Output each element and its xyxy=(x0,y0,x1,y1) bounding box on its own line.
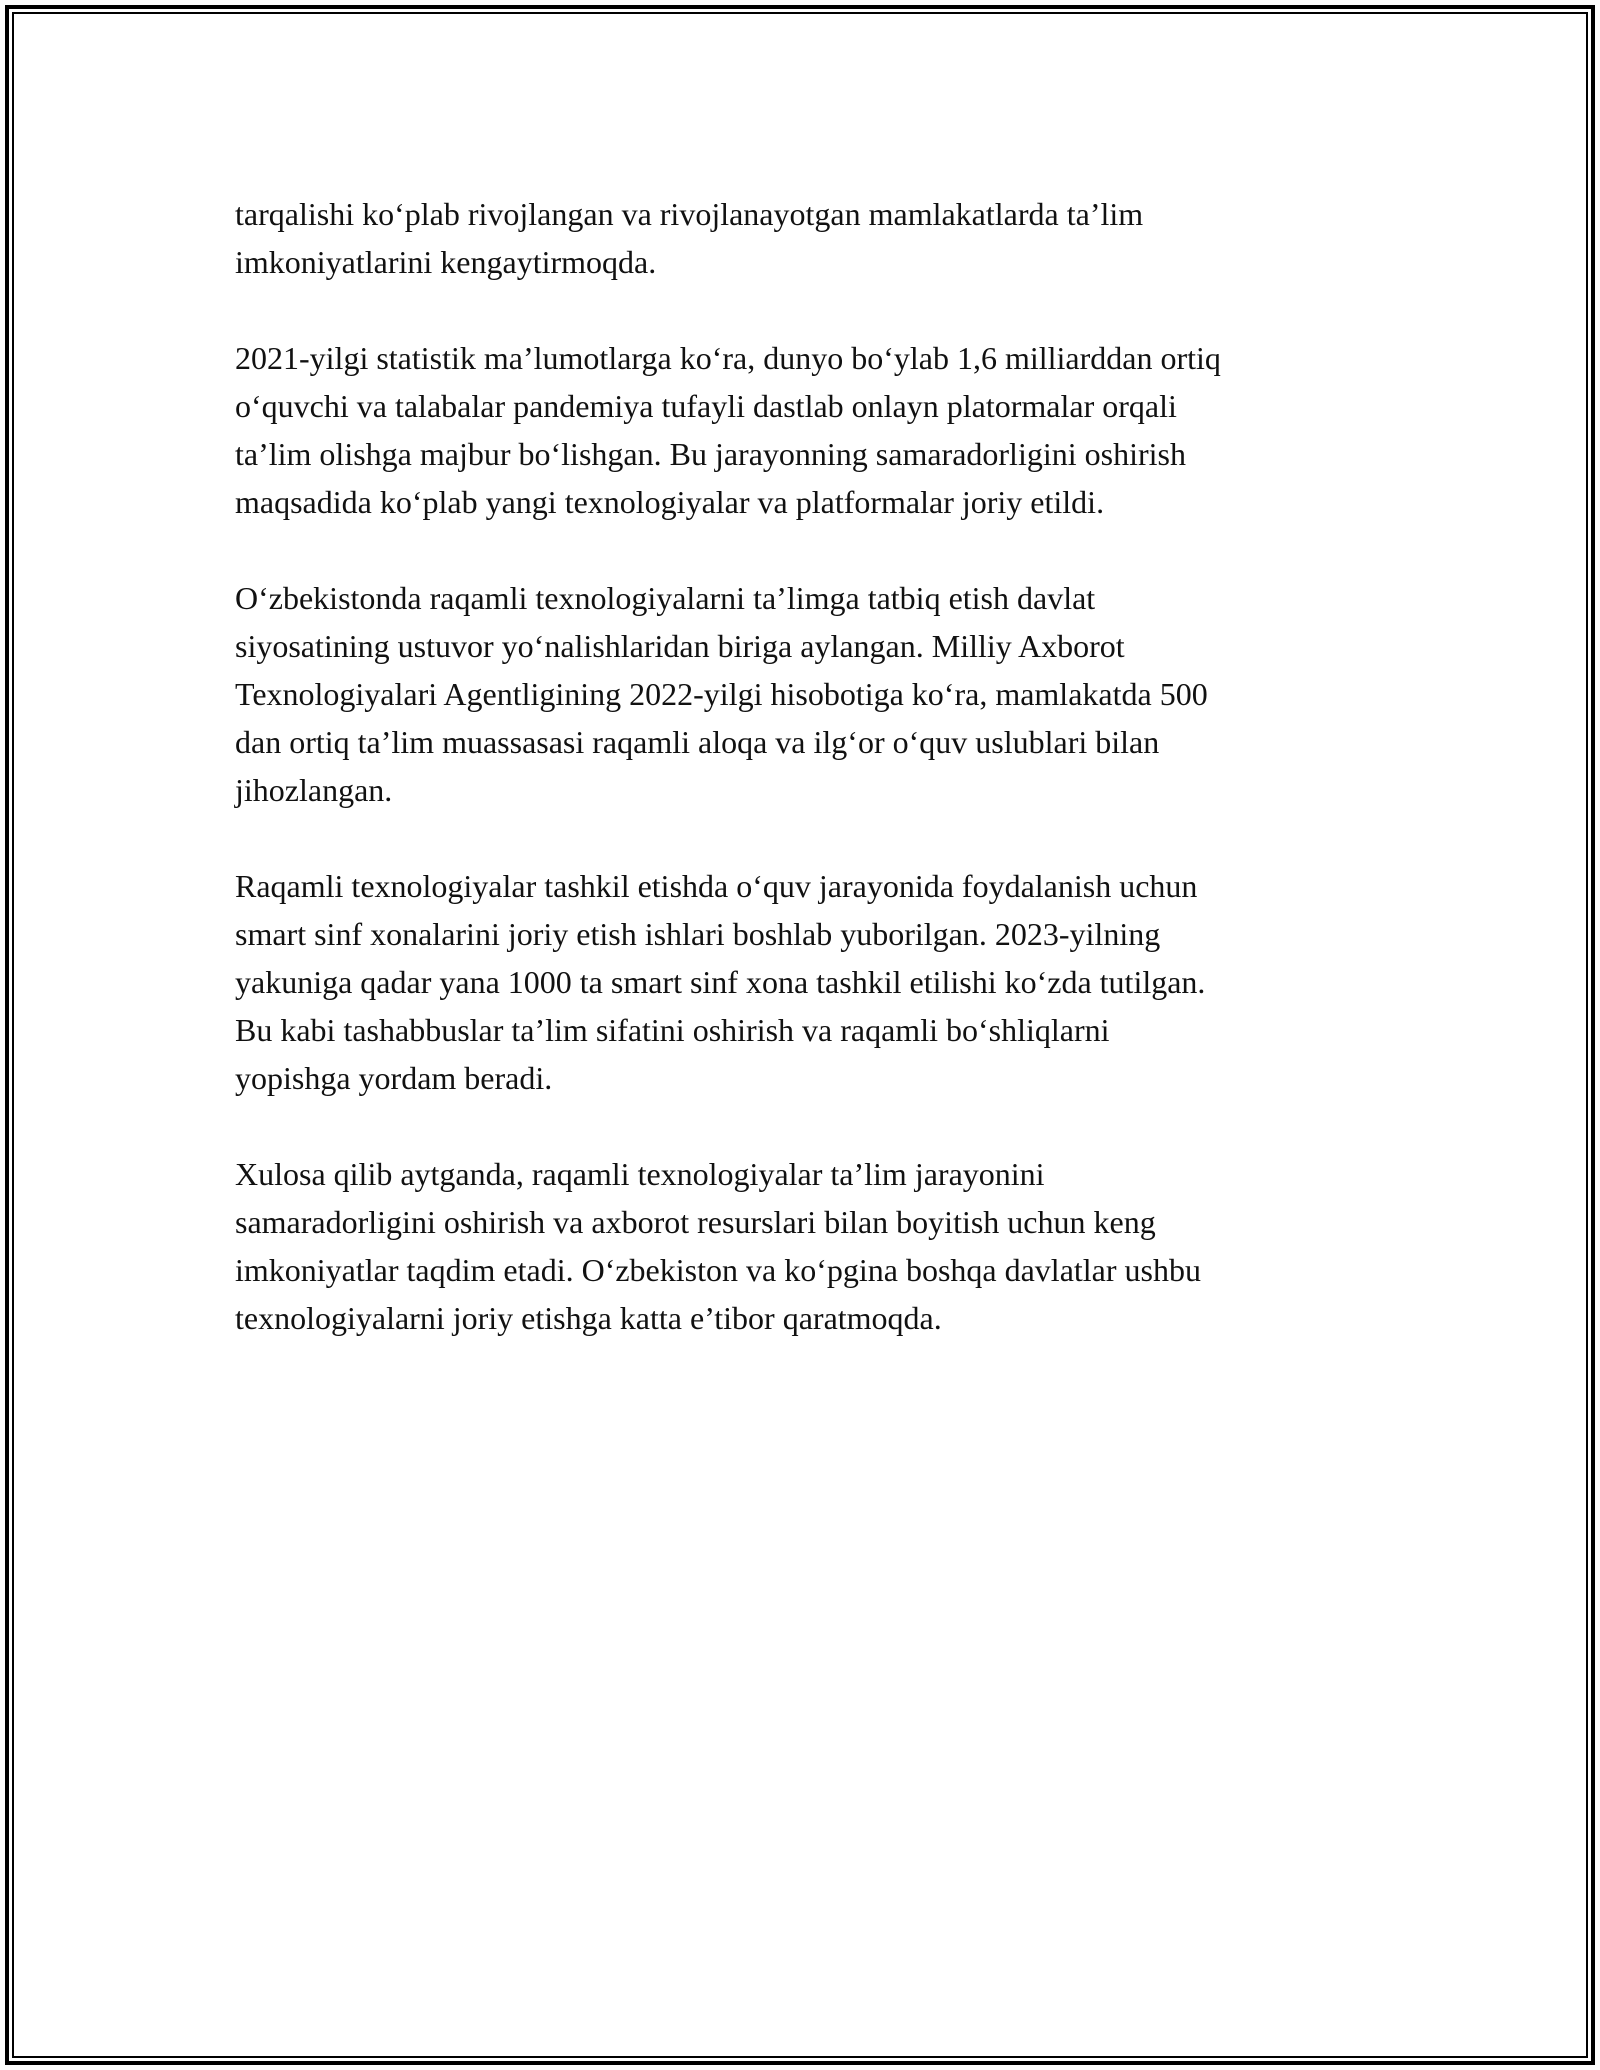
text-line: Raqamli texnologiyalar tashkil etishda o‘quv jarayonida foydalanish uchun xyxy=(235,868,1198,904)
paragraph xyxy=(235,334,1385,526)
text-line: Xulosa qilib aytganda, raqamli texnologiyalar ta’lim jarayonini xyxy=(235,1156,1045,1192)
text-line: o‘quvchi va talabalar pandemiya tufayli dastlab onlayn platormalar orqali xyxy=(235,388,1177,424)
document-body xyxy=(235,190,1385,1390)
text-line: texnologiyalarni joriy etishga katta e’tibor qaratmoqda. xyxy=(235,1300,942,1336)
paragraph xyxy=(235,574,1385,814)
text-line: dan ortiq ta’lim muassasasi raqamli aloqa va ilg‘or o‘quv uslublari bilan xyxy=(235,724,1160,760)
paragraph xyxy=(235,862,1385,1102)
text-line: imkoniyatlarini kengaytirmoqda. xyxy=(235,244,657,280)
text-line: samaradorligini oshirish va axborot resurslari bilan boyitish uchun keng xyxy=(235,1204,1156,1240)
text-line: yakuniga qadar yana 1000 ta smart sinf xona tashkil etilishi ko‘zda tutilgan. xyxy=(235,964,1206,1000)
text-line: tarqalishi ko‘plab rivojlangan va rivojlanayotgan mamlakatlarda ta’lim xyxy=(235,196,1144,232)
text-line: jihozlangan. xyxy=(235,772,393,808)
text-line: imkoniyatlar taqdim etadi. O‘zbekiston va ko‘pgina boshqa davlatlar ushbu xyxy=(235,1252,1201,1288)
paragraph xyxy=(235,190,1385,286)
text-line: 2021-yilgi statistik ma’lumotlarga ko‘ra, dunyo bo‘ylab 1,6 milliarddan ortiq xyxy=(235,340,1221,376)
text-line: Texnologiyalari Agentligining 2022-yilgi hisobotiga ko‘ra, mamlakatda 500 xyxy=(235,676,1208,712)
text-line: maqsadida ko‘plab yangi texnologiyalar va platformalar joriy etildi. xyxy=(235,484,1105,520)
text-line: ta’lim olishga majbur bo‘lishgan. Bu jarayonning samaradorligini oshirish xyxy=(235,436,1186,472)
text-line: smart sinf xonalarini joriy etish ishlari boshlab yuborilgan. 2023-yilning xyxy=(235,916,1161,952)
text-line: O‘zbekistonda raqamli texnologiyalarni ta’limga tatbiq etish davlat xyxy=(235,580,1096,616)
text-line: siyosatining ustuvor yo‘nalishlaridan biriga aylangan. Milliy Axborot xyxy=(235,628,1125,664)
paragraph xyxy=(235,1150,1385,1342)
text-line: yopishga yordam beradi. xyxy=(235,1060,553,1096)
text-line: Bu kabi tashabbuslar ta’lim sifatini oshirish va raqamli bo‘shliqlarni xyxy=(235,1012,1110,1048)
